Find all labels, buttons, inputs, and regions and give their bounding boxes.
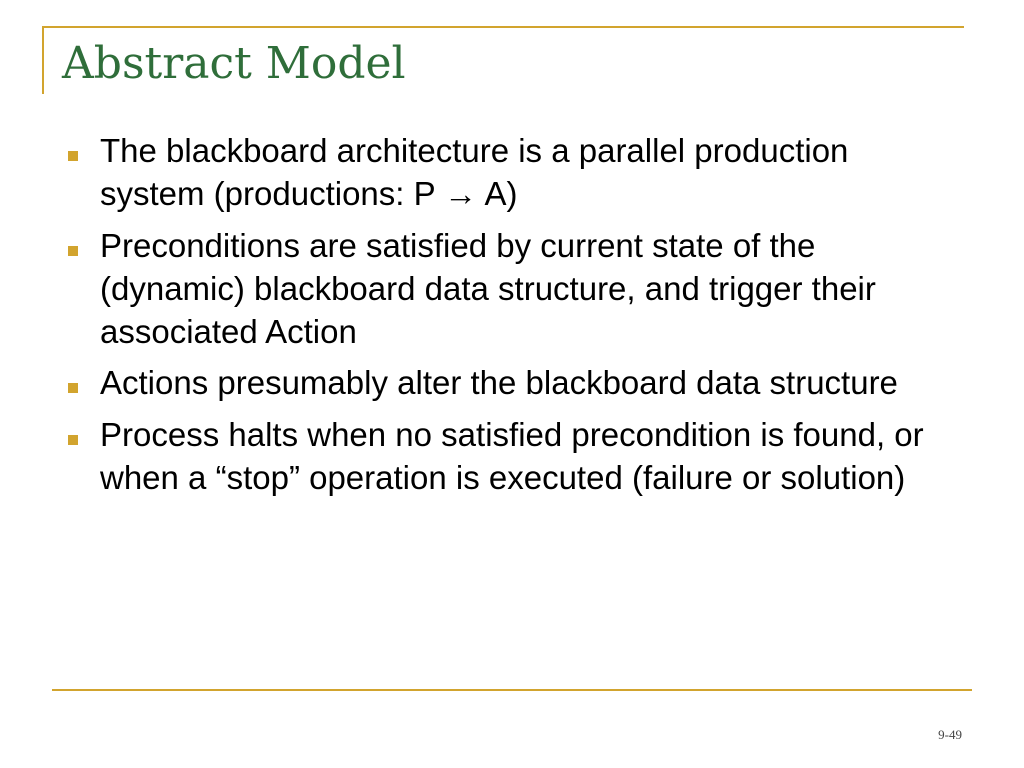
bullet-text: Actions presumably alter the blackboard data structure: [100, 364, 898, 402]
square-bullet-icon: [68, 246, 78, 256]
square-bullet-icon: [68, 383, 78, 393]
square-bullet-icon: [68, 435, 78, 445]
page-number: 9-49: [938, 727, 962, 742]
frame-bottom-rule: [52, 689, 972, 691]
frame-left-rule: [42, 26, 44, 94]
bullet-text: Preconditions are satisfied by current state of the (dynamic) blackboard data structure, and trigger their associated Action: [100, 226, 876, 350]
frame-top-rule: [42, 26, 964, 28]
bullet-item: [62, 130, 962, 216]
bullet-text: The blackboard architecture is a parallel production system (productions: P → A): [100, 132, 849, 212]
bullet-list: [62, 130, 962, 509]
bullet-item: [62, 362, 962, 405]
bullet-text: Process halts when no satisfied precondition is found, or when a “stop” operation is executed (failure or solution): [100, 416, 924, 497]
bullet-item: [62, 414, 962, 500]
square-bullet-icon: [68, 151, 78, 161]
bullet-item: [62, 225, 962, 354]
slide-title: Abstract Model: [62, 38, 406, 89]
